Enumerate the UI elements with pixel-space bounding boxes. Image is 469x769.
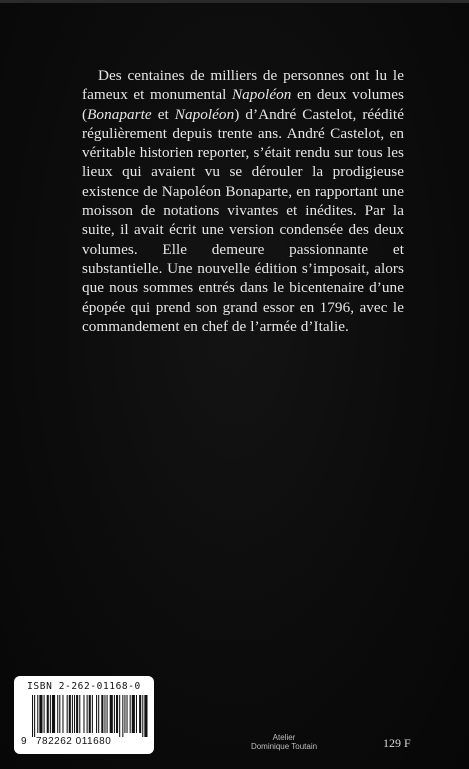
barcode-bar bbox=[72, 695, 73, 733]
price-label: 129 F bbox=[383, 736, 411, 750]
barcode-bar bbox=[47, 695, 49, 733]
barcode-bar bbox=[67, 695, 68, 733]
barcode-bar bbox=[122, 695, 123, 737]
blurb-text bbox=[82, 66, 404, 336]
barcode-bar bbox=[32, 695, 33, 737]
barcode-bar bbox=[139, 695, 141, 733]
credit-line-2: Dominique Toutain bbox=[250, 742, 318, 751]
barcode-bar bbox=[50, 695, 51, 733]
isbn-label: ISBN 2-262-01168-0 bbox=[27, 681, 141, 692]
barcode-bar bbox=[110, 695, 113, 733]
barcode-bar bbox=[69, 695, 71, 733]
blurb-part-1: Des centaines de milliers de personnes ont lu le fameux et monumental bbox=[82, 67, 404, 104]
barcode-bar bbox=[89, 695, 91, 733]
barcode-bar bbox=[92, 695, 93, 733]
barcode-bar bbox=[62, 695, 63, 733]
barcode-bar bbox=[142, 695, 143, 737]
blurb-part-2: en deux volumes ( bbox=[82, 86, 404, 123]
barcode-bar bbox=[37, 695, 38, 733]
blurb-title-bonaparte: Bonaparte bbox=[87, 105, 152, 123]
barcode-bars bbox=[32, 695, 148, 737]
ean-lead-digit: 9 bbox=[21, 736, 27, 747]
barcode-bar bbox=[34, 695, 35, 737]
barcode-bar bbox=[79, 695, 80, 733]
barcode-bar bbox=[144, 695, 147, 737]
isbn-barcode-sticker bbox=[14, 676, 154, 754]
barcode-bar bbox=[59, 695, 60, 733]
barcode-bar bbox=[39, 695, 42, 733]
barcode-bar bbox=[87, 695, 88, 733]
credit-line-1: Atelier bbox=[272, 733, 296, 742]
blurb-part-3: et bbox=[151, 105, 175, 123]
barcode-bar bbox=[57, 695, 58, 733]
barcode-bar bbox=[101, 695, 103, 733]
barcode-bar bbox=[107, 695, 108, 733]
barcode-bar bbox=[76, 695, 78, 733]
barcode-bar bbox=[104, 695, 105, 733]
barcode-bar bbox=[83, 695, 84, 733]
barcode-bar bbox=[52, 695, 55, 733]
designer-credit bbox=[244, 733, 324, 751]
barcode-bar bbox=[130, 695, 131, 733]
barcode-bar bbox=[114, 695, 115, 733]
ean-digits: 782262 011680 bbox=[36, 736, 112, 747]
blurb-title-napoleon: Napoléon bbox=[231, 86, 292, 104]
barcode-bar bbox=[127, 695, 128, 733]
barcode-bar bbox=[119, 695, 120, 737]
blurb-title-napoleon-2: Napoléon bbox=[174, 105, 235, 123]
barcode-bar bbox=[124, 695, 125, 733]
barcode-bar bbox=[98, 695, 99, 733]
barcode-bar bbox=[96, 695, 97, 733]
barcode-bar bbox=[132, 695, 135, 733]
barcode-bar bbox=[74, 695, 75, 733]
barcode-bar bbox=[44, 695, 45, 733]
blurb-part-4: ) d’André Castelot, réédité régulièrement depuis trente ans. André Castelot, en véritable historien reporter, s’était rendu sur tous les lieux qui avaient vu se dérouler la prodigieuse existence de Napoléon Bonaparte, en rapportant une moisson de notations vivantes et inédites. Par la suite, il avait écrit une version condensée des deux volumes. Elle demeure passionnante et substantielle. Une nouvelle édition s’imposait, alors que nous sommes entrés dans le bicentenaire d’une épopée qui prend son grand essor en 1796, avec le commandement en chef de l’armée d’Italie. bbox=[82, 105, 404, 335]
barcode-bar bbox=[116, 695, 118, 733]
cover-top-edge bbox=[0, 0, 469, 3]
barcode-bar bbox=[136, 695, 137, 733]
